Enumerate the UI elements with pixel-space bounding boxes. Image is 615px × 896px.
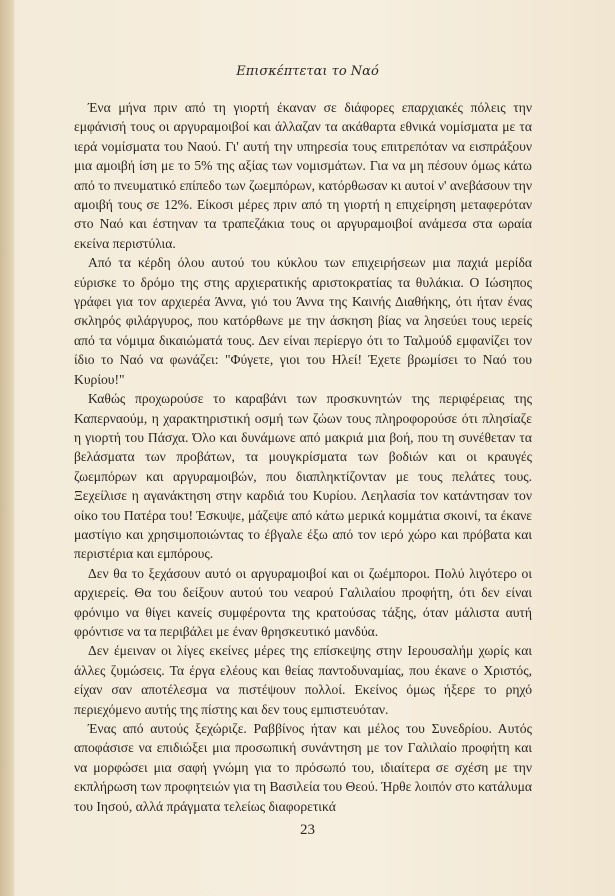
running-head: Επισκέπτεται το Ναό [236, 64, 379, 79]
paragraph: Από τα κέρδη όλου αυτού του κύκλου των επιχειρήσεων μια παχιά μερίδα εύρισκε το δρόμο της στης αρχιερατικής αριστοκρατίας τα θυλάκια. Ο Ιώσηπος γράφει για τον αρχιερέα Άννα, γιό του Άννα της Καινής Διαθήκης, ότι ήταν ένας σκληρός φιλάργυρος, που κατόρθωνε με την άσκηση βίας να λησεύει τους ιερείς από τα νόμιμα δικαιώματά τους. Δεν είναι περίεργο ότι το Ταλμούδ εμφανίζει τον ίδιο το Ναό να φωνάζει: "Φύγετε, γιοι του Ηλεί! Έχετε βρωμίσει το Ναό του Κυρίου!" [74, 255, 532, 387]
body-text [74, 98, 532, 816]
paragraph: Ένας από αυτούς ξεχώριζε. Ραββίνος ήταν και μέλος του Συνεδρίου. Αυτός αποφάσισε να επιδιώξει μια προσωπική συνάντηση με τον Γαλιλαίο προφήτη και να μορφώσει μια σαφή γνώμη για το πρόσωπό του, ιδιαίτερα σε σχέση με την εκπλήρωση των προφητειών για τη Βασιλεία του Θεού. Ήρθε λοιπόν στο κατάλυμα του Ιησού, αλλά πράγματα τελείως διαφορετικά [74, 721, 532, 814]
paragraph: Δεν έμειναν οι λίγες εκείνες μέρες της επίσκεψης στην Ιερουσαλήμ χωρίς και άλλες ζυμώσεις. Τα έργα ελέους και θείας παντοδυναμίας, που έκανε ο Χριστός, είχαν σαν αποτέλεσμα να πιστέψουν πολλοί. Εκείνος όμως ήξερε το ρηχό περιεχόμενο αυτής της πίστης και δεν τους εμπιστευόταν. [74, 643, 532, 717]
page-number: 23 [300, 822, 315, 838]
page-spine-shadow [0, 0, 14, 896]
paragraph: Δεν θα το ξεχάσουν αυτό οι αργυραμοιβοί και οι ζωέμποροι. Πολύ λιγότερο οι αρχιερείς. Θα του δείξουν αυτού του νεαρού Γαλιλαίου προφήτη, ότι δεν είναι φρόνιμο να θίγει κανείς συμφέροντα της κρατούσας τάξης, όταν μάλιστα αυτή φρόντισε να τα περιβάλει με έναν θρησκευτικό μανδύα. [74, 565, 532, 639]
paragraph: Ένα μήνα πριν από τη γιορτή έκαναν σε διάφορες επαρχιακές πόλεις την εμφάνισή τους οι αργυραμοιβοί και άλλαζαν τα ακάθαρτα εθνικά νομίσματα με τα ιερά νομίσματα του Ναού. Γι' αυτή την υπηρεσία τους επιτρεπόταν να εισπράξουν μια αμοιβή ίση με το 5% της αξίας των νομισμάτων. Για να μη πέσουν όμως κάτω από το πνευματικό επίπεδο των ζωεμπόρων, κατόρθωσαν κι αυτοί ν' ανεβάσουν την αμοιβή τους σε 12%. Είκοσι μέρες πριν από τη γιορτή η επιχείρηση μεταφερόταν στο Ναό και έστηναν τα τραπεζάκια τους οι αργυραμοιβοί ανάμεσα στα ωραία εκείνα περιστύλια. [74, 100, 532, 251]
paragraph: Καθώς προχωρούσε το καραβάνι των προσκυνητών της περιφέρειας της Καπερναούμ, η χαρακτηριστική οσμή των ζώων τους πληροφορούσε ότι πλησίαζε η γιορτή του Πάσχα. Όλο και δυνάμωνε από μακριά μια βοή, που τη συνέθεταν τα βελάσματα των προβάτων, τα μουγκρίσματα των βοδιών και οι κραυγές ζωεμπόρων και αργυραμοιβών, που διαπληκτίζονταν με τους πελάτες τους. Ξεχείλισε η αγανάκτηση στην καρδιά του Κυρίου. Λεηλασία τον κατάντησαν τον οίκο του Πατέρα του! Έσκυψε, μάζεψε από κάτω μερικά κομμάτια σκοινί, τα έκανε μαστίγιο και χρησιμοποιώντας το έβγαλε έξω από τον ιερό χώρο και πρόβατα και περιστέρια και εμπόρους. [74, 391, 532, 562]
